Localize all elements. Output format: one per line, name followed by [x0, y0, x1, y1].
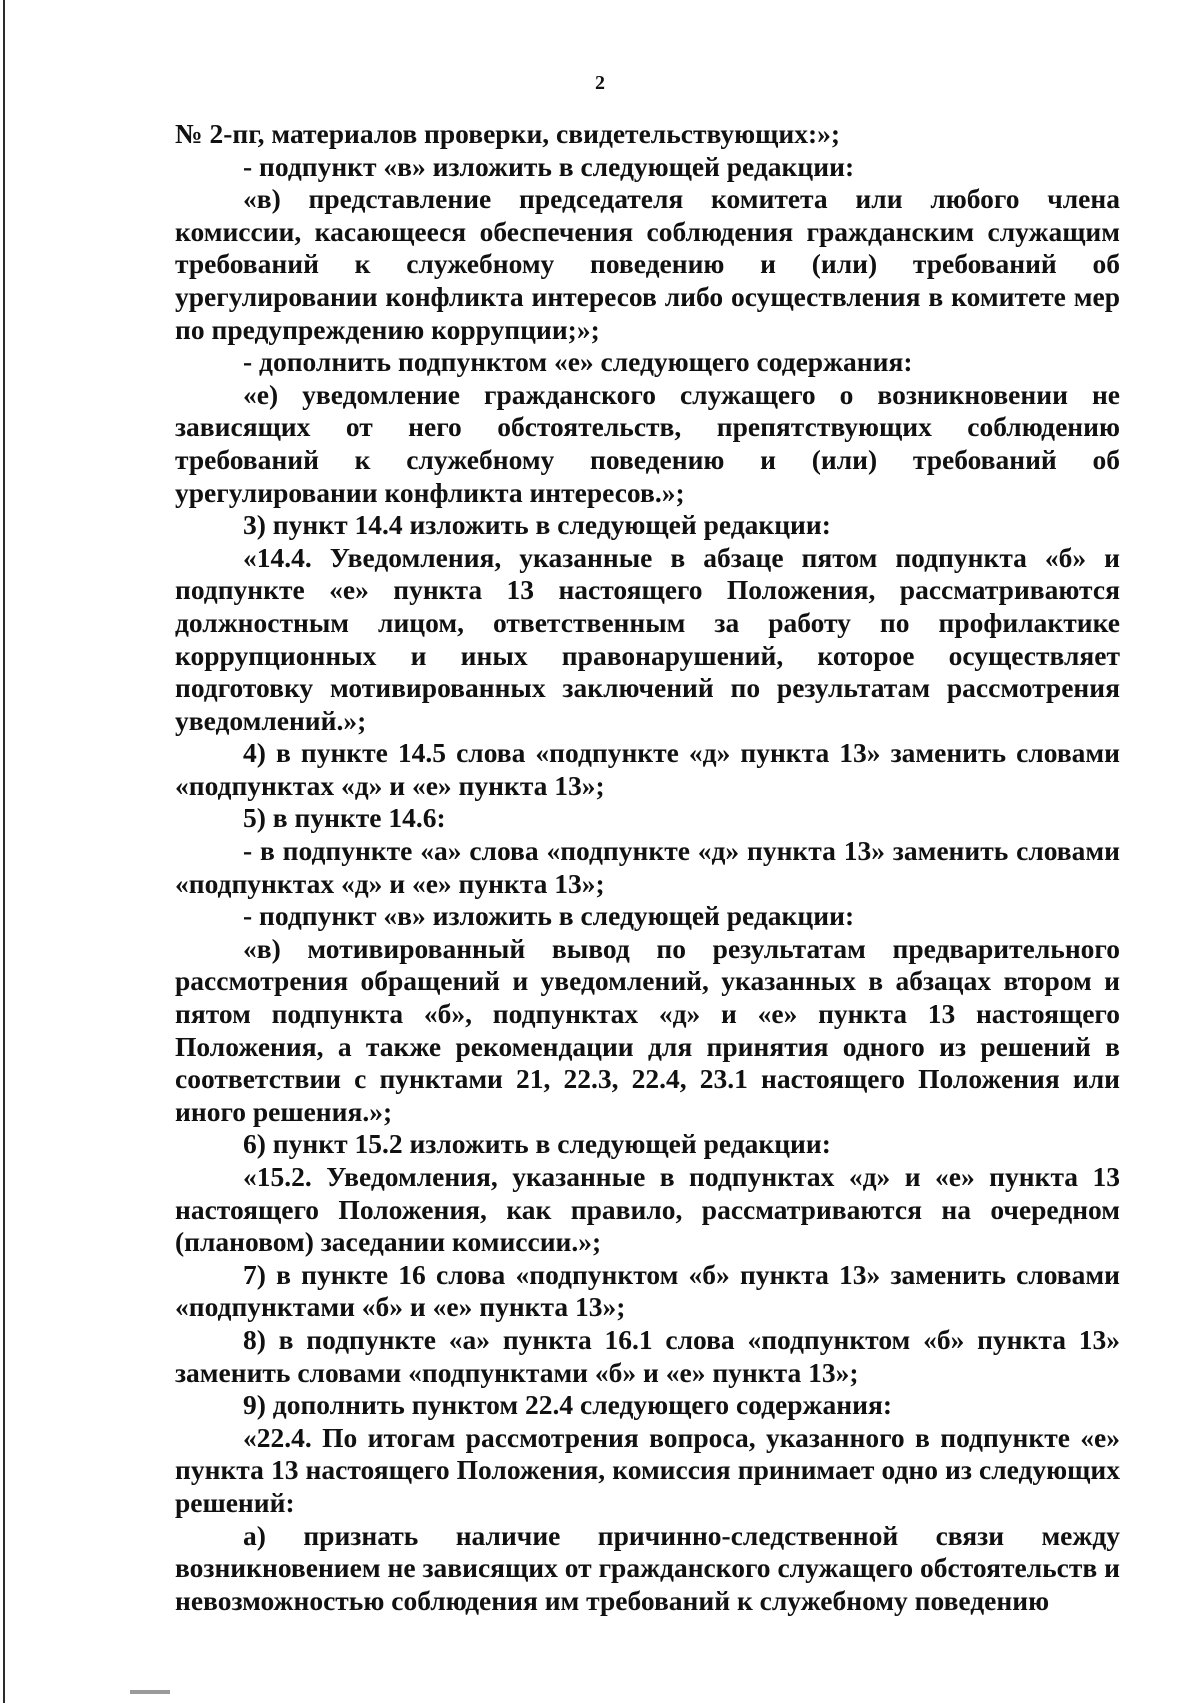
paragraph: 5) в пункте 14.6: — [243, 802, 446, 834]
paragraph: «в) мотивированный вывод по результатам предварительного рассмотрения обращений и уведомлений, указанных в абзацах втором и пятом подпункта «б», подпунктах «д» и «е» пункта 13 настоящего Положения, а также рекомендации для принятия одного из решений в соответствии с пунктами 21, 22.3, 22.4, 23.1 настоящего Положения или иного решения.»; — [175, 932, 1120, 1127]
paragraph: 7) в пункте 16 слова «подпунктом «б» пункта 13» заменить словами «подпунктами «б» и «е» пункта 13»; — [175, 1258, 1120, 1323]
paragraph: «22.4. По итогам рассмотрения вопроса, указанного в подпункте «е» пункта 13 настоящего Положения, комиссия принимает одно из следующих решений: — [175, 1421, 1120, 1518]
paragraph: «е) уведомление гражданского служащего о возникновении не зависящих от него обстоятельств, препятствующих соблюдению требований к служебному поведению и (или) требований об урегулировании конфликта интересов.»; — [175, 378, 1120, 508]
paragraph: 8) в подпункте «а» пункта 16.1 слова «подпунктом «б» пункта 13» заменить словами «подпунктами «б» и «е» пункта 13»; — [175, 1323, 1120, 1388]
scan-edge-line — [3, 0, 5, 1703]
paragraph: а) признать наличие причинно-следственной связи между возникновением не зависящих от гражданского служащего обстоятельств и невозможностью соблюдения им требований к служебному поведению — [175, 1519, 1120, 1616]
paragraph: 4) в пункте 14.5 слова «подпункте «д» пункта 13» заменить словами «подпунктах «д» и «е» пункта 13»; — [175, 737, 1120, 801]
paragraph: - дополнить подпунктом «е» следующего содержания: — [243, 346, 913, 378]
paragraph: 9) дополнить пунктом 22.4 следующего содержания: — [243, 1389, 892, 1421]
paragraph: - подпункт «в» изложить в следующей редакции: — [243, 150, 855, 182]
paragraph: «в) представление председателя комитета или любого члена комиссии, касающееся обеспечения соблюдения гражданским служащим требований к служебному поведению и (или) требований об урегулировании конфликта интересов либо осуществления в комитете мер по предупреждению коррупции;»; — [175, 183, 1120, 345]
paragraph: - в подпункте «а» слова «подпункте «д» пункта 13» заменить словами «подпунктах «д» и «е» пункта 13»; — [175, 835, 1120, 899]
scan-artifact-mark — [130, 1690, 170, 1694]
page-number: 2 — [595, 72, 605, 94]
paragraph: «15.2. Уведомления, указанные в подпунктах «д» и «е» пункта 13 настоящего Положения, как правило, рассматриваются на очередном (плановом) заседании комиссии.»; — [175, 1161, 1120, 1258]
paragraph: 6) пункт 15.2 изложить в следующей редакции: — [243, 1128, 831, 1160]
paragraph: - подпункт «в» изложить в следующей редакции: — [243, 900, 855, 932]
paragraph: № 2-пг, материалов проверки, свидетельствующих:»; — [175, 118, 841, 149]
paragraph: «14.4. Уведомления, указанные в абзаце пятом подпункта «б» и подпункте «е» пункта 13 настоящего Положения, рассматриваются должностным лицом, ответственным за работу по профилактике коррупционных и иных правонарушений, которое осуществляет подготовку мотивированных заключений по результатам рассмотрения уведомлений.»; — [175, 541, 1120, 736]
document-body — [175, 118, 1120, 1617]
paragraph: 3) пункт 14.4 изложить в следующей редакции: — [243, 509, 831, 541]
